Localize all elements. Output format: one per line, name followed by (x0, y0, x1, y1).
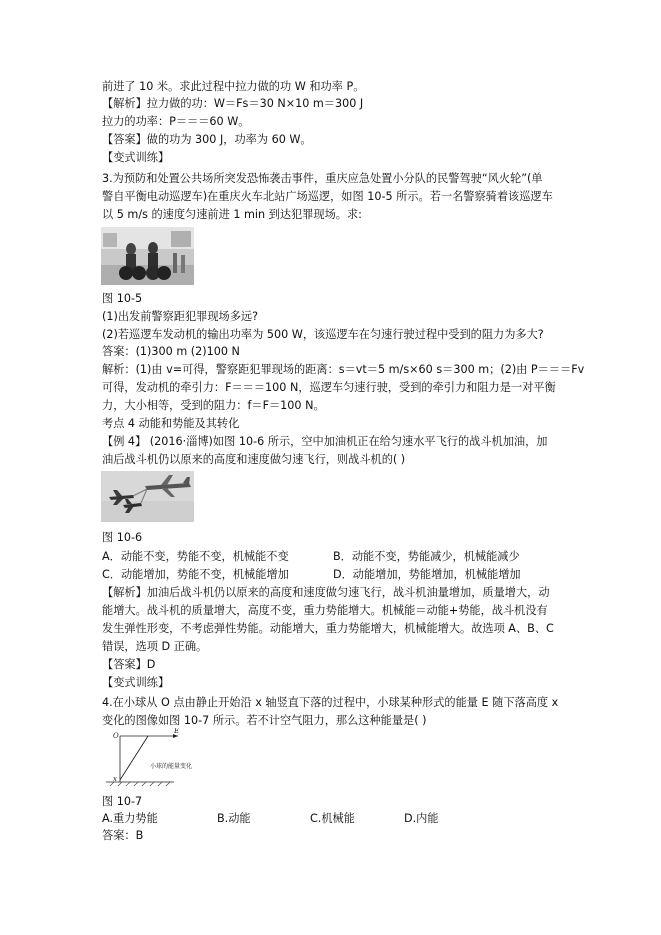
question-4-text: 变化的图像如图 10-7 所示。若不计空气阻力，那么这种能量是( ) (102, 714, 427, 727)
section-heading: 【变式训练】 (102, 151, 170, 164)
sub-question: (1)出发前警察距犯罪现场多远? (102, 310, 259, 323)
answer-line: 答案：(1)300 m (2)100 N (102, 345, 240, 358)
x-axis-label: x (113, 775, 117, 783)
example-4-text: 【例 4】 (2016·淄博)如图 10-6 所示，空中加油机正在给匀速水平飞行的战斗机加油，加 (102, 435, 548, 448)
option-b: B．动能不变，势能减少，机械能减少 (333, 550, 520, 563)
ground-hatch (110, 782, 170, 786)
option-c: C.机械能 (310, 812, 355, 825)
figure-caption: 图 10-5 (102, 292, 143, 305)
answer-line: 【答案】D (102, 658, 156, 671)
option-c: C．动能增加，势能不变，机械能增加 (102, 568, 289, 581)
aerial-refueling-photo (101, 471, 194, 522)
example-4-text: 油后战斗机仍以原来的高度和速度做匀速飞行，则战斗机的( ) (102, 453, 406, 466)
text-line: 拉力的功率：P＝＝＝60 W。 (102, 115, 250, 128)
analysis-line: 【解析】加油后战斗机仍以原来的高度和速度做匀速飞行，战斗机油量增加，质量增大，动 (102, 586, 550, 599)
figure-caption: 图 10-7 (102, 795, 143, 808)
topic-heading: 考点 4 动能和势能及其转化 (102, 417, 240, 430)
analysis-line: 解析：(1)由 v=可得，警察距犯罪现场的距离：s＝vt＝5 m/s×60 s＝300 m；(2)由 P＝＝＝Fv (102, 363, 585, 376)
origin-label: O (113, 732, 119, 740)
question-3-text: 以 5 m/s 的速度匀速前进 1 min 到达犯罪现场。求: (102, 208, 362, 221)
section-heading: 【变式训练】 (102, 676, 170, 689)
analysis-line: 可得，发动机的牵引力：F＝＝＝100 N，巡逻车匀速行驶，受到的牵引力和阻力是一对平衡 (102, 381, 556, 394)
option-b: B.动能 (217, 812, 251, 825)
option-d: D．动能增加，势能增加，机械能增加 (333, 568, 521, 581)
analysis-line: 发生弹性形变，不考虑弹性势能。动能增大，重力势能增大，机械能增大。故选项 A、B、C (102, 622, 554, 635)
analysis-line: 错误，选项 D 正确。 (102, 640, 208, 653)
answer-line: 【答案】做的功为 300 J，功率为 60 W。 (102, 133, 312, 146)
option-d: D.内能 (404, 812, 439, 825)
e-axis-label: E (174, 728, 180, 735)
energy-line (120, 736, 148, 780)
analysis-line: 【解析】拉力做的功：W＝Fs＝30 N×10 m＝300 J (102, 97, 364, 110)
energy-graph (102, 728, 202, 788)
analysis-line: 力，大小相等，受到的阻力：f＝F＝100 N。 (102, 399, 325, 412)
analysis-line: 能增大。战斗机的质量增大，高度不变，重力势能增大。机械能＝动能+势能，战斗机没有 (102, 604, 548, 617)
figure-caption: 图 10-6 (102, 531, 143, 544)
answer-line: 答案：B (102, 829, 144, 842)
question-3-text: 3.为预防和处置公共场所突发恐怖袭击事件，重庆应急处置小分队的民警驾驶“风火轮”(单 (102, 172, 543, 185)
graph-caption: 小球的能量变化 (150, 763, 193, 770)
text-line: 前进了 10 米。求此过程中拉力做的功 W 和功率 P。 (102, 80, 365, 93)
option-a: A.重力势能 (102, 812, 158, 825)
police-patrol-photo (101, 227, 194, 285)
question-4-text: 4.在小球从 O 点由静止开始沿 x 轴竖直下落的过程中，小球某种形式的能量 E 随下落高度 x (102, 696, 559, 709)
sub-question: (2)若巡逻车发动机的输出功率为 500 W，该巡逻车在匀速行驶过程中受到的阻力为多大? (102, 328, 544, 341)
option-a: A．动能不变，势能不变，机械能不变 (102, 550, 289, 563)
question-3-text: 警自平衡电动巡逻车)在重庆火车北站广场巡逻，如图 10-5 所示。若一名警察骑着该巡逻车 (102, 190, 553, 203)
